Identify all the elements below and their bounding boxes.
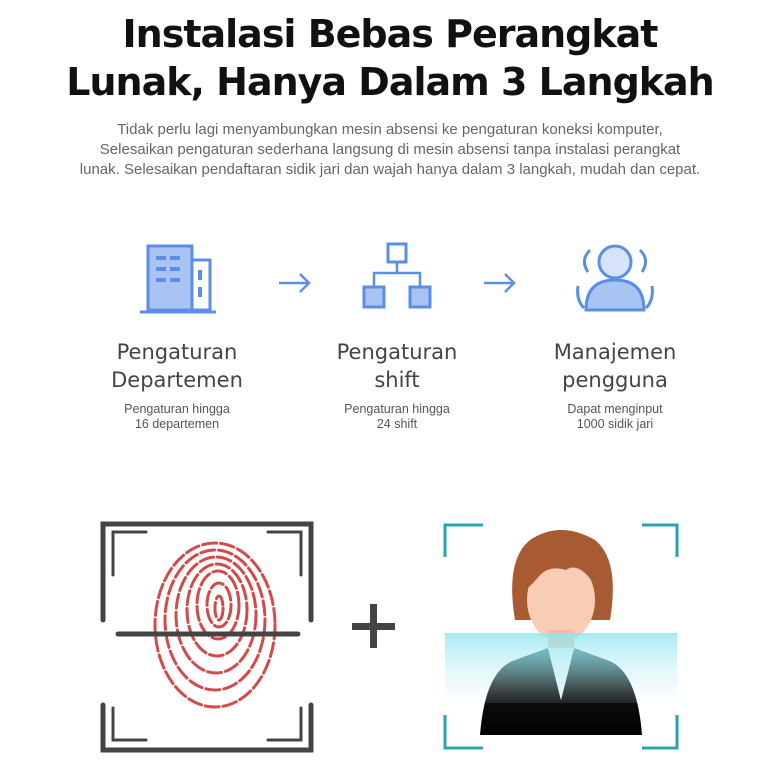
step-title: Manajemen pengguna — [553, 340, 677, 392]
title-line-2: Lunak, Hanya Dalam 3 Langkah — [66, 60, 714, 104]
step-users — [515, 230, 715, 432]
org-chart-icon — [352, 230, 442, 320]
users-icon — [570, 230, 660, 320]
step-description: Dapat menginput 1000 sidik jari — [567, 402, 663, 431]
building-icon — [132, 230, 222, 320]
subtitle-line-3: lunak. Selesaikan pendaftaran sidik jari dan wajah hanya dalam 3 langkah, mudah dan cepat. — [79, 161, 701, 178]
face-recognition-icon — [445, 525, 677, 748]
step-description: Pengaturan hingga 24 shift — [344, 402, 450, 431]
arrow-right-icon — [481, 268, 519, 298]
step-shift — [297, 230, 497, 432]
step-department — [77, 230, 277, 432]
biometric-illustration — [0, 500, 780, 780]
step-title: Pengaturan shift — [336, 340, 458, 392]
title-line-1: Instalasi Bebas Perangkat — [122, 12, 658, 56]
subtitle-line-1: Tidak perlu lagi menyambungkan mesin absensi ke pengaturan koneksi komputer, — [117, 121, 663, 138]
step-title: Pengaturan Departemen — [111, 340, 243, 392]
subtitle — [60, 120, 720, 180]
plus-icon — [352, 604, 395, 648]
page-title — [0, 10, 780, 106]
fingerprint-scanner-icon — [103, 524, 311, 750]
step-description: Pengaturan hingga 16 departemen — [124, 402, 230, 431]
subtitle-line-2: Selesaikan pengaturan sederhana langsung di mesin absensi tanpa instalasi perangkat — [99, 141, 681, 158]
